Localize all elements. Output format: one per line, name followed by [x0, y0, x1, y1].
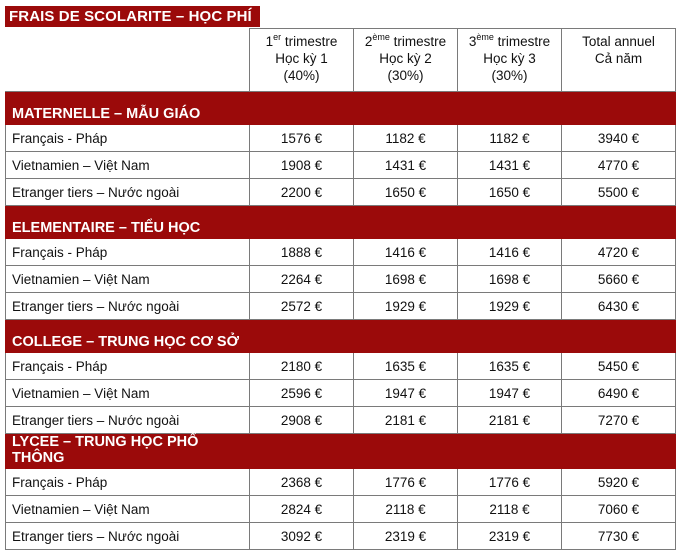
fee-term-3: 1635 € — [458, 353, 562, 380]
fee-term-1: 2264 € — [250, 266, 354, 293]
section-title: MATERNELLE – MẪU GIÁO — [6, 92, 250, 125]
fee-term-1: 1908 € — [250, 152, 354, 179]
section-filler-cell — [250, 92, 354, 125]
section-filler-cell — [458, 320, 562, 353]
section-filler-cell — [250, 320, 354, 353]
fee-total: 4720 € — [562, 239, 676, 266]
row-label: Français - Pháp — [6, 469, 250, 496]
section-header-row — [6, 320, 676, 353]
table-row — [6, 407, 676, 434]
row-label: Français - Pháp — [6, 239, 250, 266]
row-label: Vietnamien – Việt Nam — [6, 266, 250, 293]
fee-total: 7730 € — [562, 523, 676, 550]
fee-term-3: 1182 € — [458, 125, 562, 152]
section-filler-cell — [458, 206, 562, 239]
fee-term-2: 1182 € — [354, 125, 458, 152]
row-label: Etranger tiers – Nước ngoài — [6, 179, 250, 206]
section-title: ELEMENTAIRE – TIỂU HỌC — [6, 206, 250, 239]
column-header-total: Total annuel Cả năm — [562, 29, 676, 92]
fee-term-2: 1947 € — [354, 380, 458, 407]
column-header-term-3: 3ème trimestre Học kỳ 3 (30%) — [458, 29, 562, 92]
fee-term-2: 1431 € — [354, 152, 458, 179]
row-label: Vietnamien – Việt Nam — [6, 380, 250, 407]
table-row — [6, 152, 676, 179]
fee-term-1: 1576 € — [250, 125, 354, 152]
fee-term-3: 1431 € — [458, 152, 562, 179]
row-label: Etranger tiers – Nước ngoài — [6, 293, 250, 320]
fee-total: 6490 € — [562, 380, 676, 407]
fee-term-1: 2200 € — [250, 179, 354, 206]
section-filler-cell — [354, 206, 458, 239]
section-title: LYCEE – TRUNG HỌC PHỔ THÔNG — [6, 434, 250, 469]
fee-term-3: 2319 € — [458, 523, 562, 550]
table-row — [6, 125, 676, 152]
column-header-term-2: 2ème trimestre Học kỳ 2 (30%) — [354, 29, 458, 92]
fee-term-2: 2181 € — [354, 407, 458, 434]
fee-total: 5450 € — [562, 353, 676, 380]
table-row — [6, 496, 676, 523]
fee-total: 5920 € — [562, 469, 676, 496]
fee-total: 7270 € — [562, 407, 676, 434]
table-row — [6, 469, 676, 496]
section-filler-cell — [458, 434, 562, 469]
fee-term-3: 2181 € — [458, 407, 562, 434]
page-title: FRAIS DE SCOLARITE – HỌC PHÍ — [5, 6, 260, 27]
column-header-term-1: 1er trimestre Học kỳ 1 (40%) — [250, 29, 354, 92]
fee-term-1: 2180 € — [250, 353, 354, 380]
section-filler-cell — [354, 92, 458, 125]
fee-term-1: 2368 € — [250, 469, 354, 496]
fee-total: 5660 € — [562, 266, 676, 293]
row-label: Vietnamien – Việt Nam — [6, 152, 250, 179]
row-label: Etranger tiers – Nước ngoài — [6, 407, 250, 434]
section-header-row — [6, 434, 676, 469]
table-row — [6, 380, 676, 407]
section-filler-cell — [562, 92, 676, 125]
section-header-row — [6, 92, 676, 125]
fee-term-3: 1776 € — [458, 469, 562, 496]
section-filler-cell — [354, 320, 458, 353]
table-row — [6, 179, 676, 206]
fees-body — [6, 92, 676, 550]
section-filler-cell — [250, 206, 354, 239]
fee-term-1: 1888 € — [250, 239, 354, 266]
fee-total: 7060 € — [562, 496, 676, 523]
fee-term-3: 1650 € — [458, 179, 562, 206]
header-blank-cell — [6, 29, 250, 92]
fee-term-1: 2824 € — [250, 496, 354, 523]
table-row — [6, 293, 676, 320]
fee-term-1: 2908 € — [250, 407, 354, 434]
table-row — [6, 523, 676, 550]
fees-table — [5, 28, 676, 550]
fee-total: 4770 € — [562, 152, 676, 179]
fee-term-3: 1929 € — [458, 293, 562, 320]
row-label: Vietnamien – Việt Nam — [6, 496, 250, 523]
section-header-row — [6, 206, 676, 239]
fee-term-3: 1947 € — [458, 380, 562, 407]
section-filler-cell — [562, 320, 676, 353]
fee-term-1: 2572 € — [250, 293, 354, 320]
header-row — [6, 29, 676, 92]
section-filler-cell — [562, 434, 676, 469]
section-filler-cell — [250, 434, 354, 469]
fee-term-2: 2319 € — [354, 523, 458, 550]
fee-total: 3940 € — [562, 125, 676, 152]
table-row — [6, 239, 676, 266]
table-row — [6, 353, 676, 380]
table-row — [6, 266, 676, 293]
fee-term-3: 2118 € — [458, 496, 562, 523]
fee-term-2: 2118 € — [354, 496, 458, 523]
fee-term-3: 1416 € — [458, 239, 562, 266]
section-filler-cell — [562, 206, 676, 239]
fee-total: 6430 € — [562, 293, 676, 320]
section-filler-cell — [458, 92, 562, 125]
section-title: COLLEGE – TRUNG HỌC CƠ SỞ — [6, 320, 250, 353]
row-label: Français - Pháp — [6, 353, 250, 380]
row-label: Etranger tiers – Nước ngoài — [6, 523, 250, 550]
fee-term-2: 1776 € — [354, 469, 458, 496]
fee-term-1: 3092 € — [250, 523, 354, 550]
row-label: Français - Pháp — [6, 125, 250, 152]
fee-term-2: 1698 € — [354, 266, 458, 293]
fee-term-1: 2596 € — [250, 380, 354, 407]
section-filler-cell — [354, 434, 458, 469]
fee-term-2: 1650 € — [354, 179, 458, 206]
fee-term-2: 1635 € — [354, 353, 458, 380]
fee-term-3: 1698 € — [458, 266, 562, 293]
fee-term-2: 1929 € — [354, 293, 458, 320]
fee-term-2: 1416 € — [354, 239, 458, 266]
fee-total: 5500 € — [562, 179, 676, 206]
